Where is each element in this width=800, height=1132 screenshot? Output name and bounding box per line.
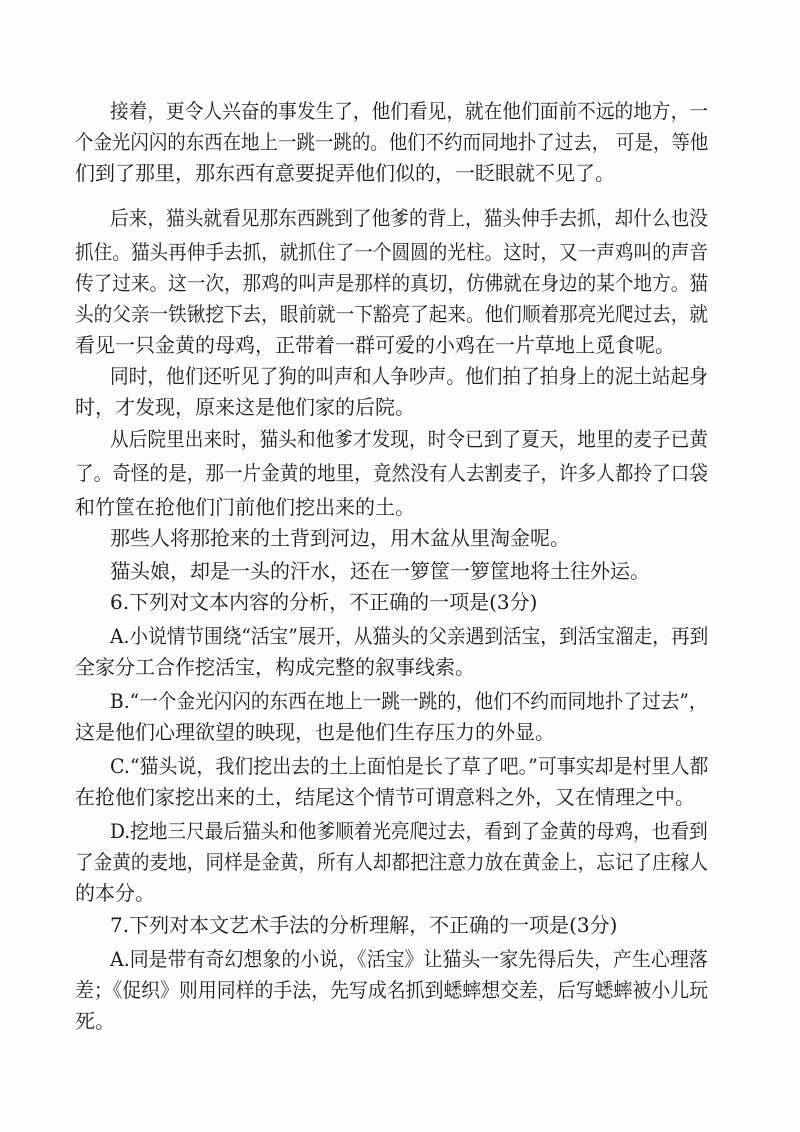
text-line: 从后院里出来时，猫头和他爹才发现，时令已到了夏天，地里的麦子已黄 <box>110 427 708 451</box>
text-line: 后来，猫头就看见那东西跳到了他爹的背上，猫头伸手去抓，却什么也没 <box>110 206 708 230</box>
option-line: A.同是带有奇幻想象的小说，《活宝》让猫头一家先得后失，产生心理落 <box>110 947 708 971</box>
option-line: 全家分工合作挖活宝，构成完整的叙事线索。 <box>75 655 475 679</box>
option-line: 的本分。 <box>75 881 155 905</box>
text-line: 个金光闪闪的东西在地上一跳一跳的。他们不约而同地扑了过去， 可是，等他 <box>75 130 709 154</box>
text-line: 和竹筐在抢他们门前他们挖出来的土。 <box>75 495 415 519</box>
option-line: C.“猫头说，我们挖出去的土上面怕是长了草了吧。”可事实却是村里人都 <box>110 754 709 778</box>
option-line: 这是他们心理欲望的映现，也是他们生存压力的外显。 <box>75 720 555 744</box>
text-line: 们到了那里，那东西有意要捉弄他们似的，一眨眼就不见了。 <box>75 161 615 185</box>
text-line: 头的父亲一铁锹挖下去，眼前就一下豁亮了起来。他们顺着那亮光爬过去，就 <box>75 302 708 326</box>
text-line: 时，才发现，原来这是他们家的后院。 <box>75 395 415 419</box>
text-line: 了。奇怪的是，那一片金黄的地里，竟然没有人去割麦子，许多人都拎了口袋 <box>75 461 708 485</box>
option-line: 在抢他们家挖出来的土，结尾这个情节可谓意料之外，又在情理之中。 <box>75 785 695 809</box>
option-line: B.“一个金光闪闪的东西在地上一跳一跳的，他们不约而同地扑了过去”， <box>110 689 708 713</box>
text-line: 猫头娘，却是一头的汗水，还在一箩筐一箩筐地将土往外运。 <box>110 559 650 583</box>
text-line: 传了过来。这一次，那鸡的叫声是那样的真切，仿佛就在身边的某个地方。猫 <box>75 271 708 295</box>
text-line: 看见一只金黄的母鸡，正带着一群可爱的小鸡在一片草地上觅食呢。 <box>75 333 675 357</box>
question-heading: 6.下列对文本内容的分析，不正确的一项是(3分) <box>110 590 538 614</box>
text-line: 抓住。猫头再伸手去抓，就抓住了一个圆圆的光柱。这时，又一声鸡叫的声音 <box>75 240 708 264</box>
text-line: 接着，更令人兴奋的事发生了，他们看见，就在他们面前不远的地方，一 <box>110 99 708 123</box>
question-heading: 7.下列对本文艺术手法的分析理解，不正确的一项是(3分) <box>110 913 618 937</box>
text-line: 同时，他们还听见了狗的叫声和人争吵声。他们拍了拍身上的泥土站起身 <box>110 364 708 388</box>
text-line: 那些人将那抢来的土背到河边，用木盆从里淘金呢。 <box>110 526 570 550</box>
option-line: 差；《促织》则用同样的手法，先写成名抓到蟋蟀想交差，后写蟋蟀被小儿玩 <box>75 978 708 1002</box>
option-line: 了金黄的麦地，同样是金黄，所有人却都把注意力放在黄金上，忘记了庄稼人 <box>75 850 708 874</box>
option-line: 死。 <box>75 1009 115 1033</box>
option-line: D.挖地三尺最后猫头和他爹顺着光亮爬过去，看到了金黄的母鸡，也看到 <box>110 819 708 843</box>
option-line: A.小说情节围绕“活宝”展开，从猫头的父亲遇到活宝，到活宝溜走，再到 <box>110 624 709 648</box>
